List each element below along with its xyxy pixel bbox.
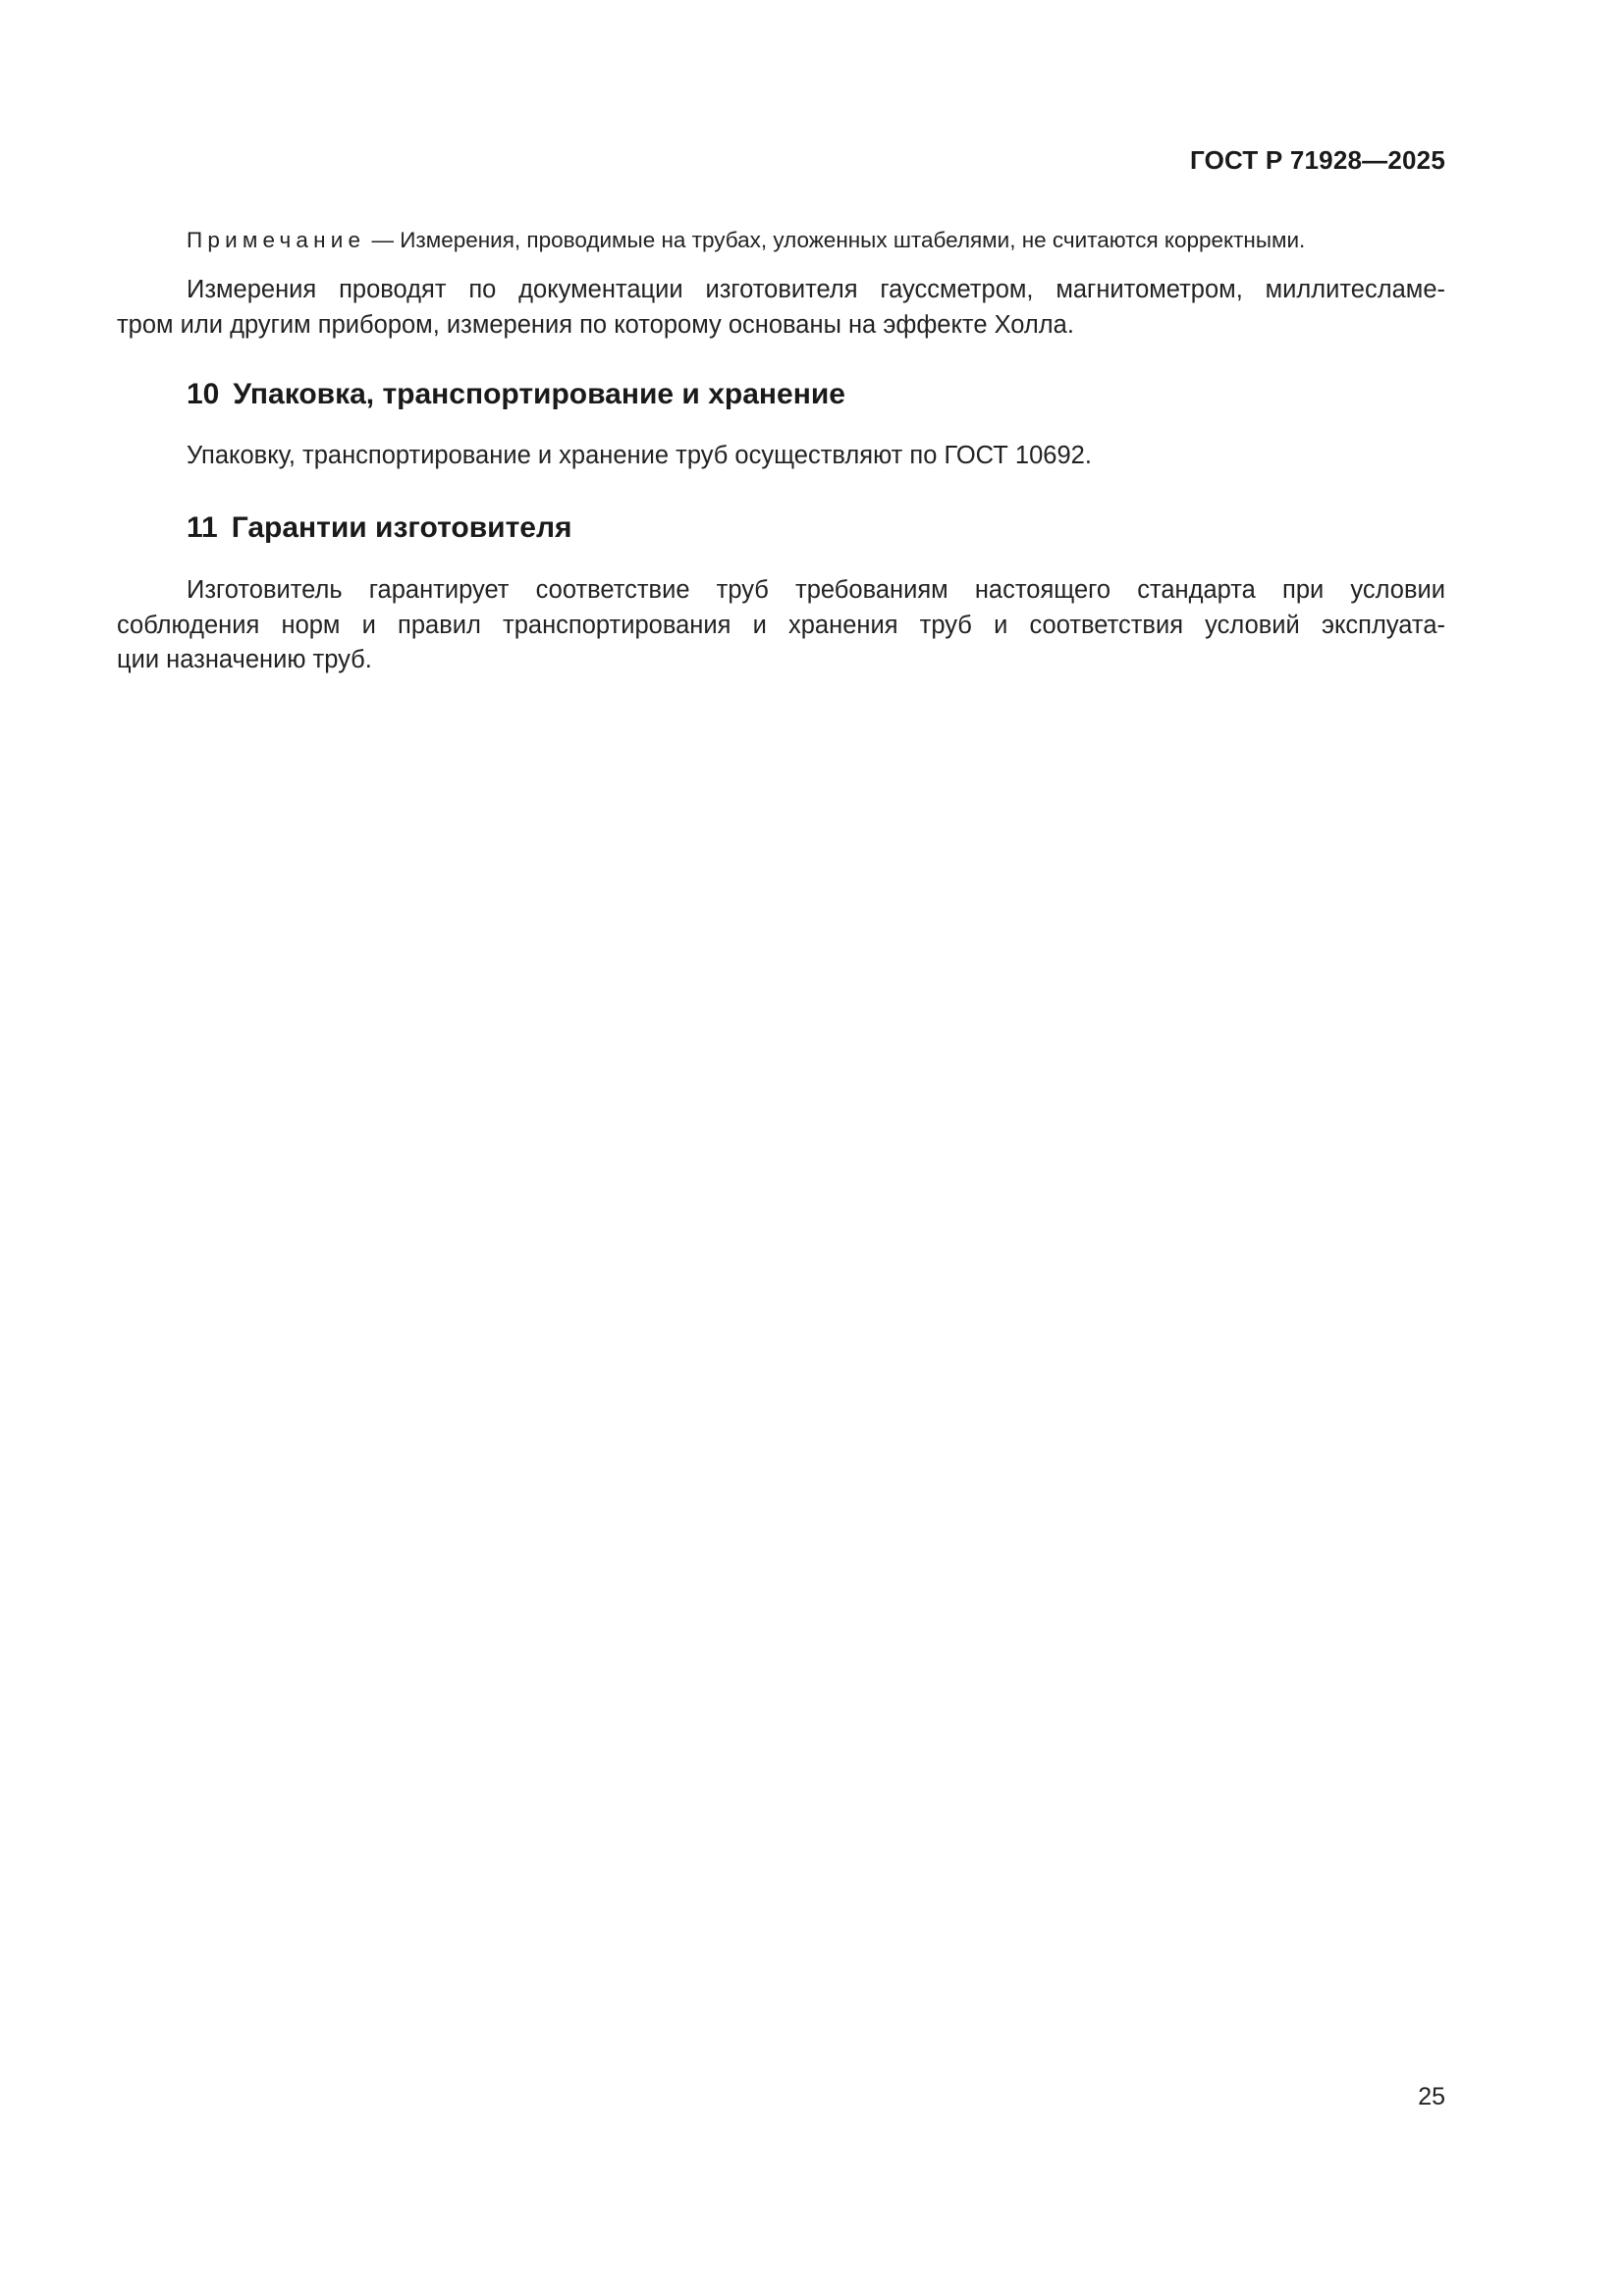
paragraph-measurement-method: [117, 273, 1445, 343]
note: [187, 226, 1445, 255]
paragraph-warranty: [117, 573, 1445, 678]
paragraph-line: Измерения проводят по документации изготовителя гауссметром, магнитометром, миллитесламе-: [187, 276, 1445, 303]
section-number: 11: [187, 511, 218, 544]
section-heading-10: [187, 378, 845, 411]
paragraph-line: Упаковку, транспортирование и хранение труб осуществляют по ГОСТ 10692.: [187, 442, 1092, 469]
note-text: Измерения, проводимые на трубах, уложенных штабелями, не считаются корректными.: [400, 228, 1306, 252]
section-title: Гарантии изготовителя: [231, 511, 572, 544]
paragraph-packaging: [117, 439, 1445, 474]
page-number: 25: [1418, 2083, 1445, 2110]
paragraph-line: ции назначению труб.: [117, 646, 372, 673]
note-label: Примечание: [187, 228, 366, 252]
paragraph-line: тром или другим прибором, измерения по которому основаны на эффекте Холла.: [117, 310, 1074, 339]
document-header-standard-id: ГОСТ Р 71928—2025: [1190, 145, 1445, 175]
section-heading-11: [187, 511, 572, 545]
section-title: Упаковка, транспортирование и хранение: [233, 378, 845, 410]
section-number: 10: [187, 378, 220, 410]
paragraph-line: соблюдения норм и правил транспортирования и хранения труб и соответствия условий эксплуата-: [117, 611, 1445, 639]
note-separator: —: [365, 228, 401, 252]
paragraph-line: Изготовитель гарантирует соответствие труб требованиям настоящего стандарта при условии: [187, 576, 1445, 604]
